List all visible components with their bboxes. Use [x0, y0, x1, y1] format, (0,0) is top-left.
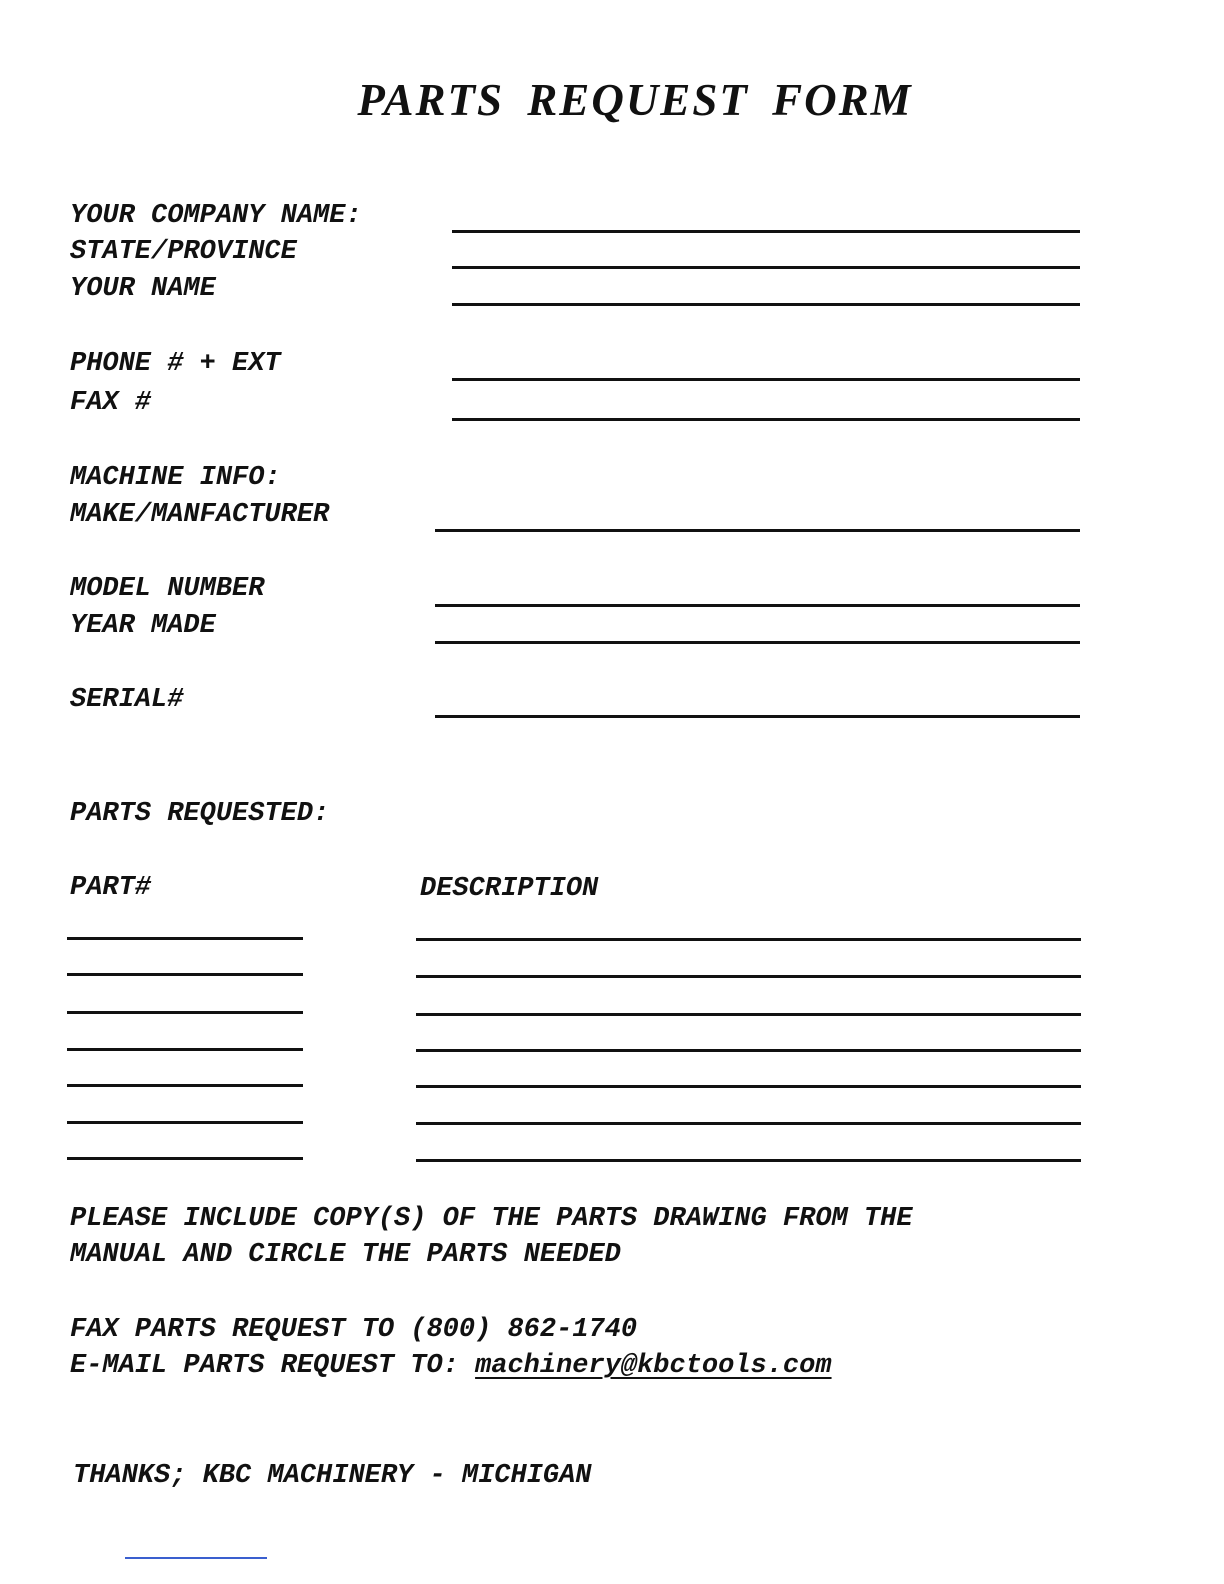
your-name-field[interactable] — [452, 303, 1080, 306]
phone-label: PHONE # + EXT — [70, 349, 281, 379]
make-manufacturer-label: MAKE/MANFACTURER — [70, 500, 330, 530]
parts-requested-heading: PARTS REQUESTED: — [70, 799, 330, 829]
description-field-row-4[interactable] — [416, 1049, 1081, 1052]
description-field-row-1[interactable] — [416, 938, 1081, 941]
serial-label: SERIAL# — [70, 685, 184, 715]
description-field-row-2[interactable] — [416, 975, 1081, 978]
machine-info-heading: MACHINE INFO: — [70, 463, 281, 493]
description-field-row-3[interactable] — [416, 1013, 1081, 1016]
instructions-line-2: MANUAL AND CIRCLE THE PARTS NEEDED — [70, 1240, 621, 1270]
your-name-label: YOUR NAME — [70, 274, 216, 304]
phone-field[interactable] — [452, 378, 1080, 381]
state-province-field[interactable] — [452, 266, 1080, 269]
part-number-field-row-6[interactable] — [67, 1121, 303, 1124]
year-made-field[interactable] — [435, 641, 1080, 644]
year-made-label: YEAR MADE — [70, 611, 216, 641]
part-number-field-row-7[interactable] — [67, 1157, 303, 1160]
instructions-line-1: PLEASE INCLUDE COPY(S) OF THE PARTS DRAWING FROM THE — [70, 1204, 913, 1234]
footer-rule — [125, 1557, 267, 1559]
model-number-field[interactable] — [435, 604, 1080, 607]
part-number-field-row-3[interactable] — [67, 1011, 303, 1014]
make-manufacturer-field[interactable] — [435, 529, 1080, 532]
description-field-row-6[interactable] — [416, 1122, 1081, 1125]
email-link[interactable]: machinery@kbctools.com — [475, 1351, 832, 1381]
serial-field[interactable] — [435, 715, 1080, 718]
part-number-field-row-5[interactable] — [67, 1084, 303, 1087]
fax-instruction: FAX PARTS REQUEST TO (800) 862-1740 — [70, 1315, 638, 1345]
email-instruction-prefix: E-MAIL PARTS REQUEST TO: — [70, 1351, 459, 1381]
part-number-field-row-1[interactable] — [67, 937, 303, 940]
company-name-label: YOUR COMPANY NAME: — [70, 201, 362, 231]
part-number-column-header: PART# — [70, 873, 152, 903]
closing-thanks: THANKS; KBC MACHINERY - MICHIGAN — [73, 1461, 592, 1491]
part-number-field-row-2[interactable] — [67, 973, 303, 976]
email-instruction — [70, 1353, 832, 1380]
description-field-row-7[interactable] — [416, 1159, 1081, 1162]
model-number-label: MODEL NUMBER — [70, 574, 265, 604]
form-title: PARTS REQUEST FORM — [357, 75, 913, 125]
part-number-field-row-4[interactable] — [67, 1048, 303, 1051]
description-column-header: DESCRIPTION — [420, 874, 599, 904]
fax-field[interactable] — [452, 418, 1080, 421]
company-name-field[interactable] — [452, 230, 1080, 233]
description-field-row-5[interactable] — [416, 1085, 1081, 1088]
state-province-label: STATE/PROVINCE — [70, 237, 297, 267]
fax-label: FAX # — [70, 388, 152, 418]
